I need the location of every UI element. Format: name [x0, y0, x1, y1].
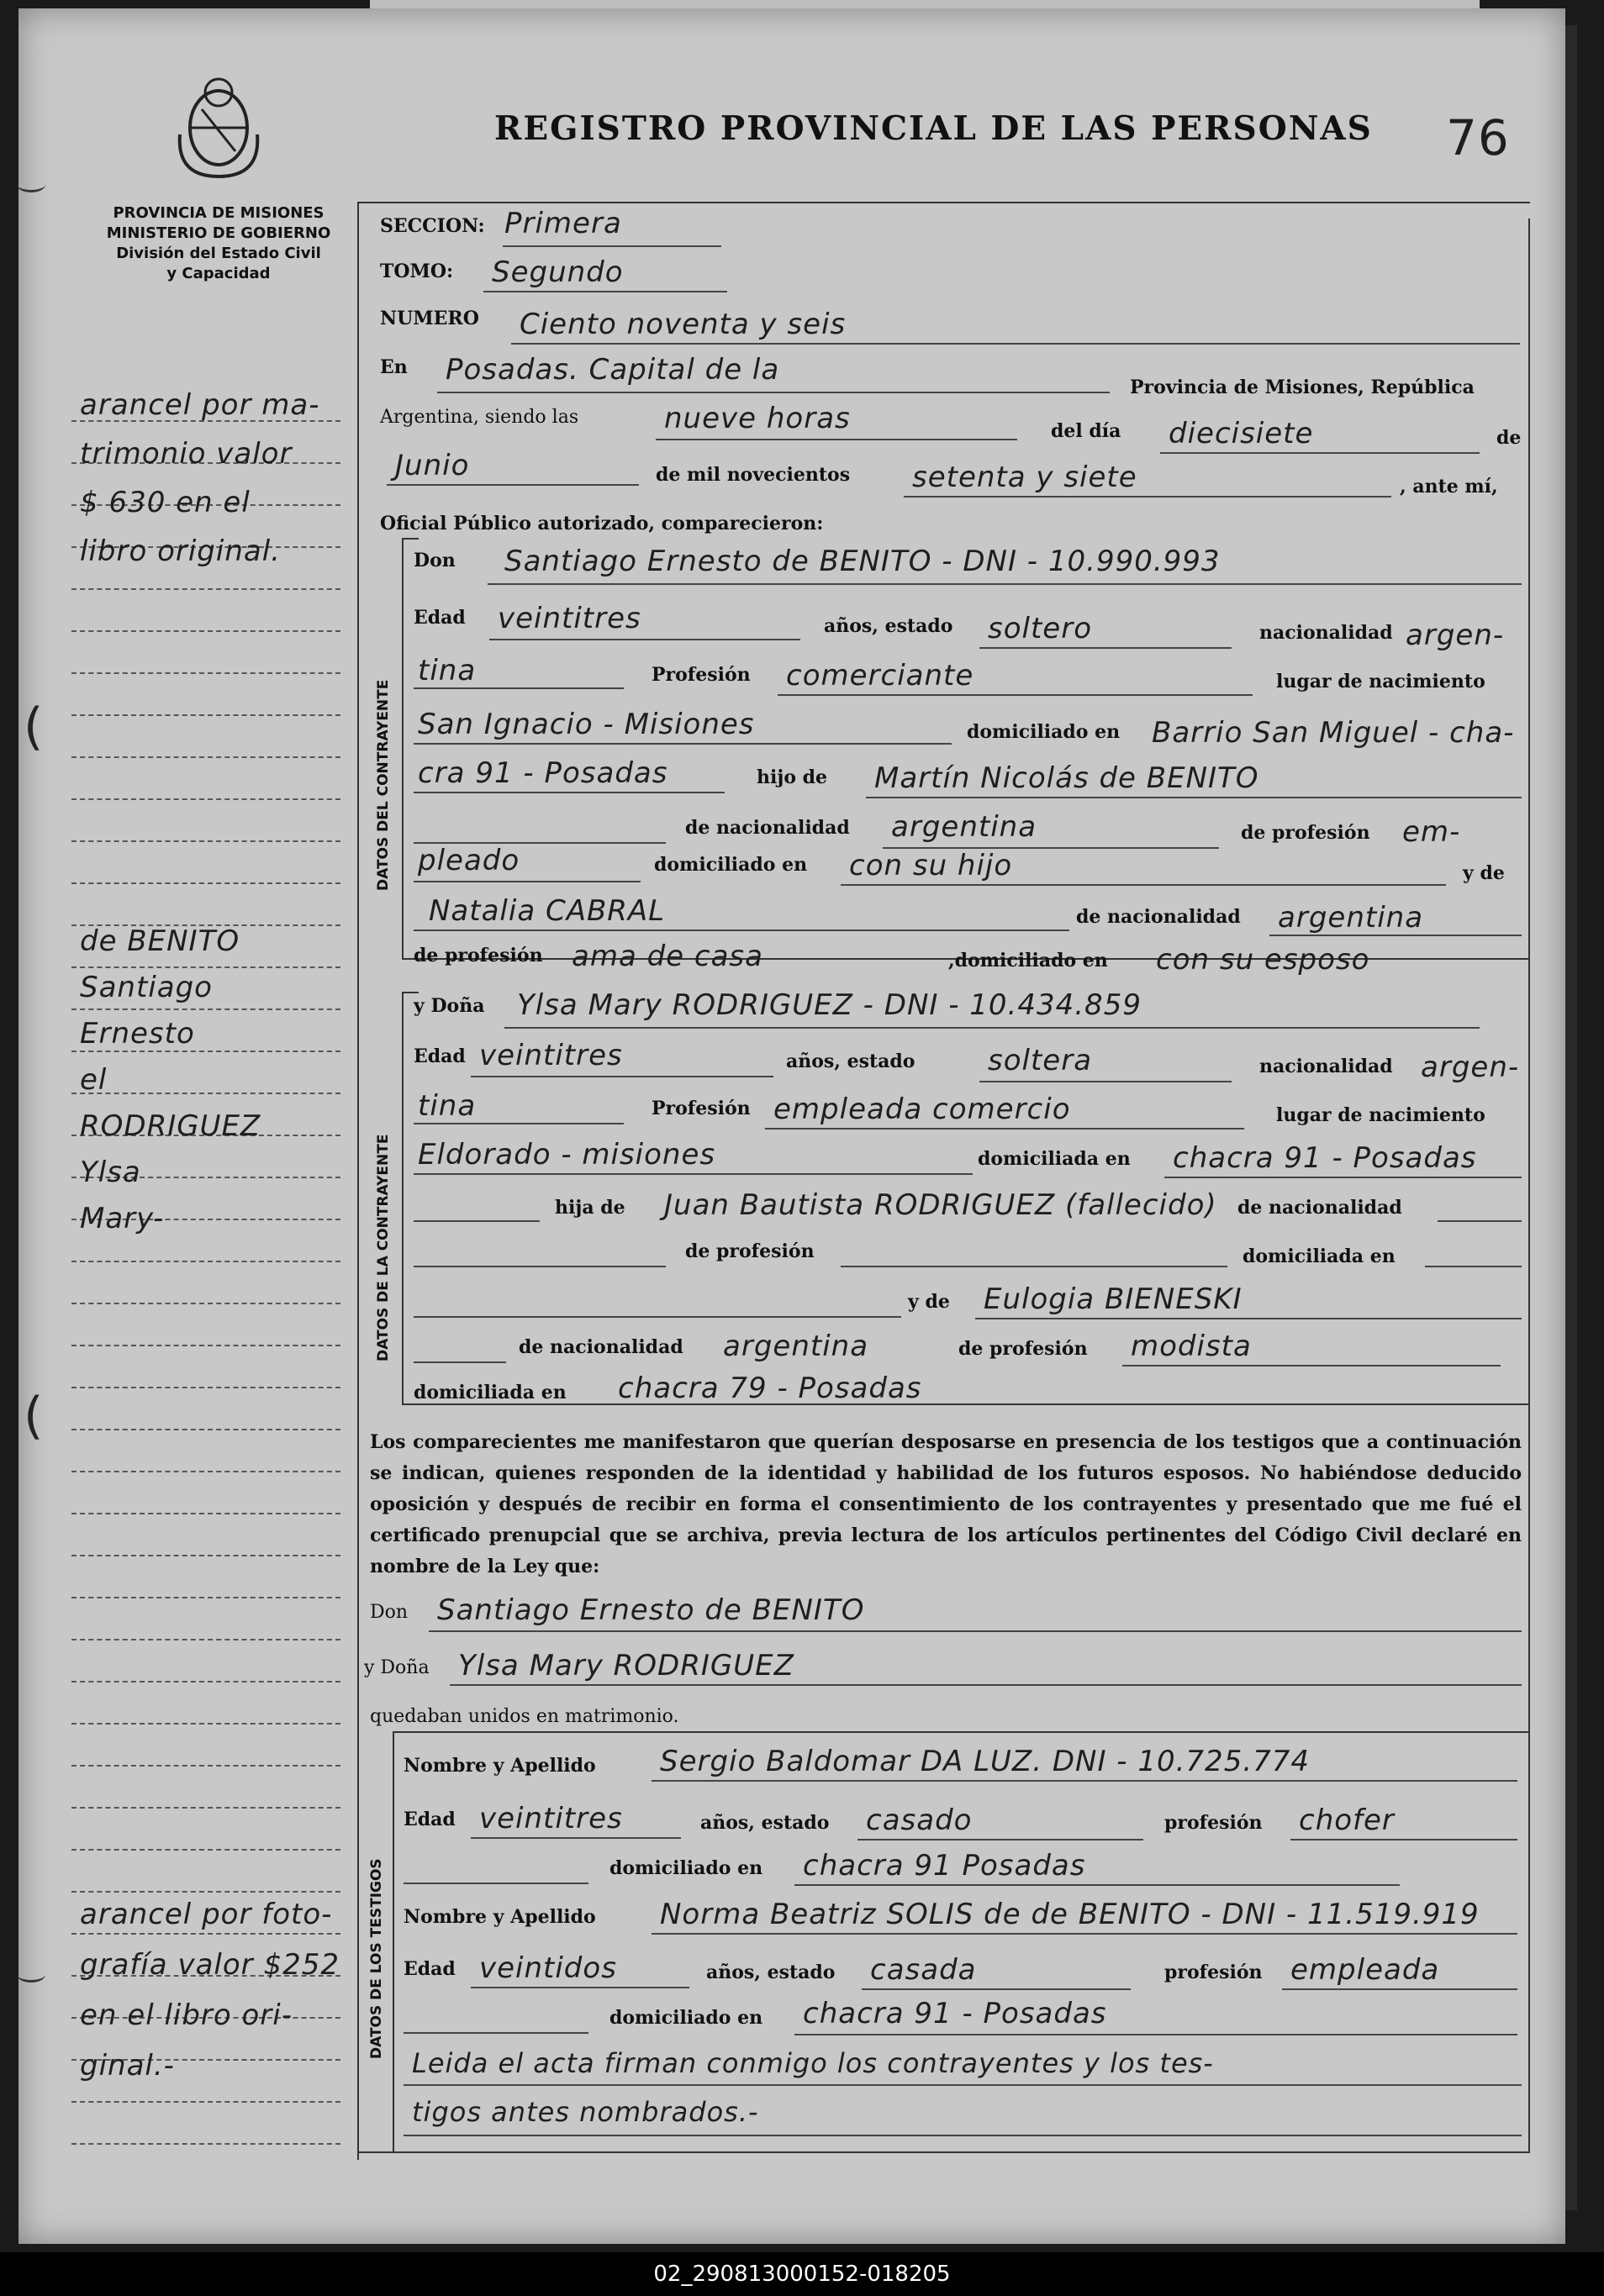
binder-hole — [17, 1967, 45, 1983]
binder-ring-icon: ( — [24, 1387, 44, 1446]
domiciliado-en-label: domiciliado en — [654, 854, 808, 876]
margin-note-line: grafía valor $252 — [80, 1948, 340, 1982]
y-dona-label: y Doña — [364, 1657, 430, 1678]
c1-profesion: comerciante — [786, 659, 974, 692]
de-mil-label: de mil novecientos — [656, 464, 851, 486]
margin-name-line: Ernesto — [80, 1017, 195, 1051]
page-edge — [1565, 25, 1577, 2210]
margin-name-line: el — [80, 1063, 108, 1097]
de-profesion-label: de profesión — [958, 1338, 1088, 1360]
profesion-label: Profesión — [652, 664, 751, 686]
c2-madre-nac: argentina — [723, 1330, 869, 1363]
provincia-text: Provincia de Misiones, República — [1130, 377, 1475, 398]
page-number: 76 — [1446, 109, 1510, 166]
t1-dom: chacra 91 Posadas — [803, 1849, 1086, 1883]
del-dia-label: del día — [1051, 420, 1121, 442]
binder-hole — [17, 176, 45, 192]
mes-value: Junio — [395, 449, 470, 482]
don-label: Don — [370, 1602, 409, 1623]
siendo-label: Argentina, siendo las — [380, 407, 579, 428]
domiciliado-label: domiciliado en — [609, 2007, 763, 2029]
de-nacionalidad-label: de nacionalidad — [1237, 1197, 1402, 1219]
tomo-label: TOMO: — [380, 261, 454, 282]
margin-name-line: Santiago — [80, 971, 213, 1004]
right-border — [1528, 219, 1530, 2151]
c2-nac-b: tina — [418, 1089, 477, 1123]
de-profesion-label: de profesión — [685, 1240, 815, 1262]
c2-estado: soltera — [988, 1044, 1093, 1077]
c1-padre-prof-b: pleado — [418, 844, 520, 877]
dona-final: Ylsa Mary RODRIGUEZ — [458, 1649, 794, 1683]
domiciliado-label: domiciliado en — [967, 721, 1121, 743]
t1-profesion: chofer — [1299, 1804, 1395, 1837]
issuer-line: PROVINCIA DE MISIONES — [113, 204, 324, 222]
c1-dom-b: cra 91 - Posadas — [418, 756, 668, 790]
section3-bracket — [393, 1731, 394, 2151]
domiciliada-label: domiciliada en — [1243, 1245, 1396, 1267]
oficial-text: Oficial Público autorizado, comparecieron: — [380, 513, 824, 535]
top-border — [357, 202, 1530, 203]
c1-madre-dom: con su esposo — [1156, 943, 1370, 977]
seccion-label: SECCION: — [380, 215, 485, 237]
don-label: Don — [414, 550, 456, 571]
margin-name-line: RODRIGUEZ — [80, 1109, 261, 1143]
c1-dom-a: Barrio San Miguel - cha- — [1152, 716, 1515, 750]
coat-of-arms-icon — [168, 59, 269, 185]
de-profesion-label: de profesión — [1241, 822, 1370, 844]
profesion-label: Profesión — [652, 1098, 751, 1119]
c1-nac-a: argen- — [1406, 619, 1505, 652]
tomo-value: Segundo — [492, 255, 624, 289]
section-label-contrayente: DATOS DEL CONTRAYENTE — [375, 679, 392, 891]
de-nacionalidad-label: de nacionalidad — [1076, 906, 1241, 928]
c2-madre-prof: modista — [1131, 1330, 1252, 1363]
nacionalidad-label: nacionalidad — [1259, 622, 1393, 644]
c1-padre-dom: con su hijo — [849, 849, 1013, 882]
c2-edad: veintitres — [479, 1039, 623, 1072]
t2-edad: veintidos — [479, 1951, 617, 1985]
margin-note-line: libro original. — [80, 535, 281, 568]
c1-madre: Natalia CABRAL — [429, 894, 666, 928]
t2-estado: casada — [870, 1953, 977, 1987]
anio-value: setenta y siete — [912, 461, 1137, 494]
c1-madre-prof: ama de casa — [572, 940, 763, 973]
declaration-paragraph: Los comparecientes me manifestaron que querían desposarse en presencia de los testigos que a continuación se indican, quienes responden de la identidad y habilidad de los futuros esposos. No habiéndose deducido oposición y después de recibir en forma el consentimiento de los contrayentes y presentado que me fué el certificado prenupcial que se archiva, previa lectura de los artículos pertinentes del Código Civil declaré en nombre de la Ley que: — [370, 1431, 1522, 1577]
edad-label: Edad — [404, 1809, 456, 1830]
section1-bracket — [402, 538, 404, 958]
de-nacionalidad-label: de nacionalidad — [685, 817, 850, 839]
domiciliada-label: domiciliada en — [414, 1382, 567, 1403]
edad-label: Edad — [404, 1958, 456, 1980]
section-label-testigos: DATOS DE LOS TESTIGOS — [368, 1858, 385, 2059]
t2-profesion: empleada — [1290, 1953, 1440, 1987]
c1-lugar: San Ignacio - Misiones — [418, 708, 755, 741]
ante-mi-label: , ante mí, — [1400, 476, 1498, 498]
profesion-label: profesión — [1164, 1962, 1263, 1983]
t2-dom: chacra 91 - Posadas — [803, 1997, 1107, 2030]
binder-ring-icon: ( — [24, 698, 44, 756]
hijo-de-label: hijo de — [757, 766, 828, 788]
c1-estado: soltero — [988, 612, 1092, 645]
edad-label: Edad — [414, 1045, 466, 1067]
nacionalidad-label: nacionalidad — [1259, 1056, 1393, 1077]
c1-nac-b: tina — [418, 654, 477, 687]
lugar-nac-label: lugar de nacimiento — [1276, 1104, 1485, 1126]
nombre-apellido-label: Nombre y Apellido — [404, 1906, 596, 1928]
c1-padre-nac: argentina — [891, 810, 1037, 844]
c2-nombre: Ylsa Mary RODRIGUEZ - DNI - 10.434.859 — [517, 988, 1142, 1022]
margin-note-line: ginal.- — [80, 2049, 175, 2083]
margin-note-line: $ 630 en el — [80, 486, 251, 519]
profesion-label: profesión — [1164, 1812, 1263, 1834]
c2-madre-dom: chacra 79 - Posadas — [618, 1372, 922, 1405]
numero-value: Ciento noventa y seis — [520, 308, 847, 341]
margin-divider — [357, 202, 359, 2160]
c2-dom: chacra 91 - Posadas — [1173, 1141, 1477, 1175]
nombre-apellido-label: Nombre y Apellido — [404, 1755, 596, 1777]
don-final: Santiago Ernesto de BENITO — [437, 1593, 865, 1627]
t1-edad: veintitres — [479, 1802, 623, 1835]
c2-madre: Eulogia BIENESKI — [984, 1282, 1243, 1316]
y-de-label: y de — [1463, 862, 1505, 884]
issuer-line: División del Estado Civil — [116, 245, 321, 262]
y-de-label: y de — [908, 1291, 950, 1313]
margin-note-line: arancel por ma- — [80, 388, 320, 422]
domiciliado-label: ,domiciliado en — [948, 950, 1108, 972]
t1-estado: casado — [866, 1804, 973, 1837]
seccion-value: Primera — [504, 207, 622, 240]
hija-de-label: hija de — [555, 1197, 625, 1219]
margin-note-line: arancel por foto- — [80, 1898, 333, 1931]
issuer-line: y Capacidad — [166, 265, 271, 282]
en-value: Posadas. Capital de la — [446, 353, 780, 387]
margin-name-line: Mary- — [80, 1202, 165, 1235]
anios-estado-label: años, estado — [786, 1051, 915, 1072]
c1-nombre: Santiago Ernesto de BENITO - DNI - 10.990.993 — [504, 545, 1221, 578]
edad-label: Edad — [414, 607, 466, 629]
anios-estado-label: años, estado — [700, 1812, 830, 1834]
margin-name-line: Ylsa — [80, 1156, 141, 1189]
de-nacionalidad-label: de nacionalidad — [519, 1336, 683, 1358]
de-profesion-label: de profesión — [414, 945, 543, 966]
margin-name-line: de BENITO — [80, 924, 240, 958]
quedaban-text: quedaban unidos en matrimonio. — [370, 1706, 679, 1727]
hora-value: nueve horas — [664, 402, 851, 435]
issuer-line: MINISTERIO DE GOBIERNO — [106, 224, 331, 242]
c2-nac-a: argen- — [1421, 1051, 1520, 1084]
section-label-contrayente-2: DATOS DE LA CONTRAYENTE — [375, 1134, 392, 1361]
anios-estado-label: años, estado — [824, 615, 953, 637]
margin-note-line: trimonio valor — [80, 437, 293, 471]
c2-padre: Juan Bautista RODRIGUEZ (fallecido) — [664, 1188, 1217, 1222]
anios-estado-label: años, estado — [706, 1962, 836, 1983]
image-id: 02_290813000152-018205 — [653, 2262, 951, 2287]
margin-note-line: en el libro ori- — [80, 1998, 293, 2032]
de-label: de — [1496, 427, 1522, 449]
t1-nombre: Sergio Baldomar DA LUZ. DNI - 10.725.774 — [660, 1745, 1311, 1778]
image-id-bar — [0, 2252, 1604, 2296]
domiciliada-label: domiciliada en — [978, 1148, 1131, 1170]
y-dona-label: y Doña — [414, 995, 485, 1017]
t2-nombre: Norma Beatriz SOLIS de de BENITO - DNI - 11.519.919 — [660, 1898, 1480, 1931]
en-label: En — [380, 356, 408, 378]
lugar-nac-label: lugar de nacimiento — [1276, 671, 1485, 692]
c1-madre-nac: argentina — [1278, 901, 1424, 935]
closing-line: tigos antes nombrados.- — [412, 2096, 759, 2128]
c1-padre-prof-a: em- — [1402, 815, 1461, 849]
c1-edad: veintitres — [498, 602, 641, 635]
c2-profesion: empleada comercio — [773, 1093, 1071, 1126]
page-title: REGISTRO PROVINCIAL DE LAS PERSONAS — [494, 109, 1373, 148]
issuer-block — [84, 203, 353, 284]
dia-value: diecisiete — [1169, 417, 1314, 450]
closing-line: Leida el acta firman conmigo los contrayentes y los tes- — [412, 2047, 1214, 2079]
c2-lugar: Eldorado - misiones — [418, 1138, 716, 1172]
domiciliado-label: domiciliado en — [609, 1857, 763, 1879]
numero-label: NUMERO — [380, 308, 479, 329]
section2-bracket — [402, 992, 404, 1403]
c1-padre: Martín Nicolás de BENITO — [874, 761, 1259, 795]
